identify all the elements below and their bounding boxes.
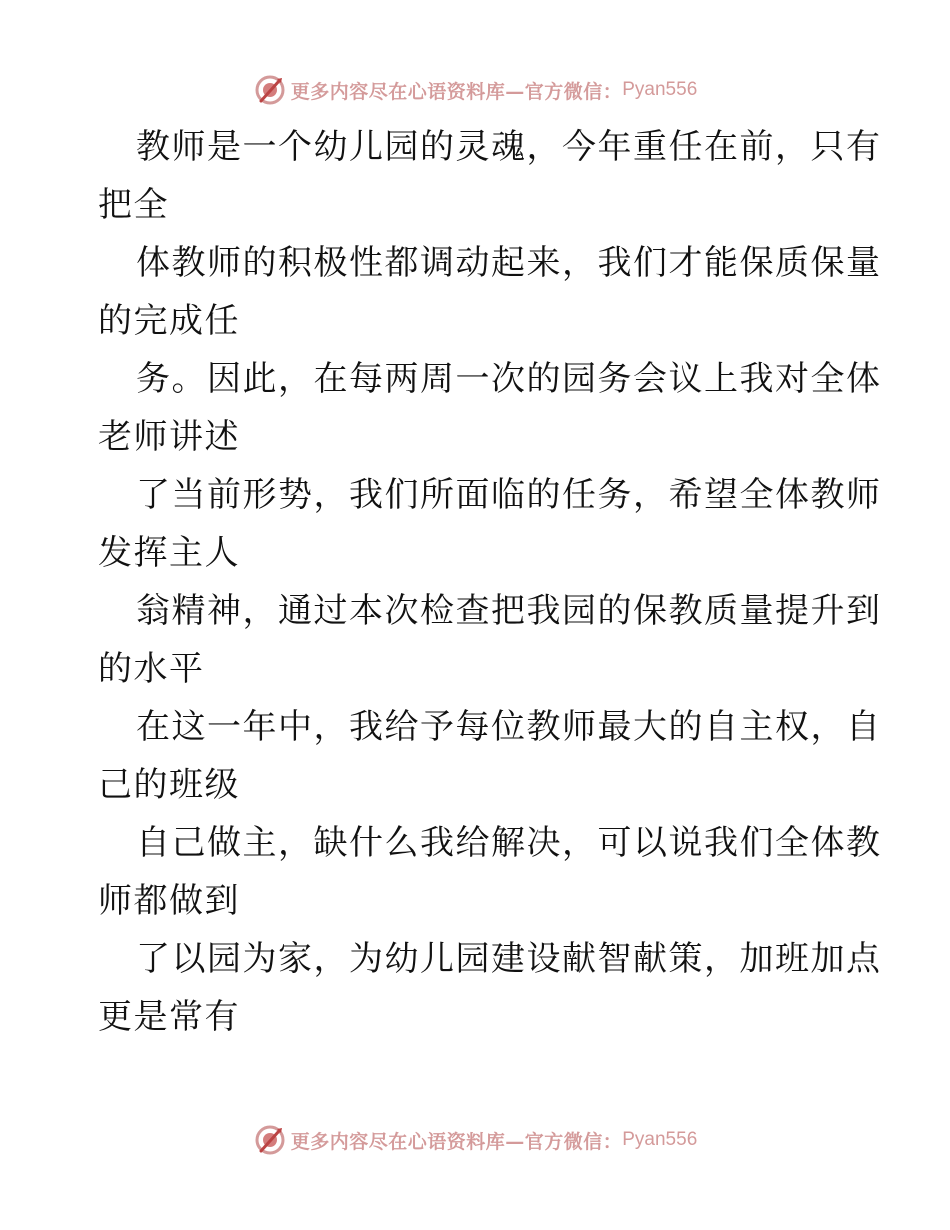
footer-banner [0,1120,950,1160]
banner-wechat-id: Pyan556 [622,1129,698,1150]
pen-logo-icon [253,73,287,107]
paragraph-line: 了以园为家，为幼儿园建设献智献策，加班加点 [136,939,882,979]
paragraph-line: 了当前形势，我们所面临的任务，希望全体教师 [136,475,882,515]
paragraph-line: 在这一年中，我给予每位教师最大的自主权，自 [136,707,882,747]
paragraph-line: 发挥主人 [98,533,240,573]
banner-text: 更多内容尽在心语资料库—官方微信： [290,80,623,103]
paragraph-line: 翁精神，通过本次检查把我园的保教质量提升到 [136,591,882,631]
paragraph-line: 自己做主，缺什么我给解决，可以说我们全体教 [136,823,882,863]
paragraph [98,466,882,582]
banner-wechat-id: Pyan556 [622,79,698,100]
pen-logo-icon [253,1123,287,1157]
paragraph-line: 己的班级 [98,765,240,805]
paragraph [98,814,882,930]
paragraph-line: 务。因此，在每两周一次的园务会议上我对全体 [136,359,882,399]
paragraph [98,930,882,1046]
paragraph-line: 的水平 [98,649,205,689]
banner-text: 更多内容尽在心语资料库—官方微信： [290,1130,623,1153]
paragraph-line: 体教师的积极性都调动起来，我们才能保质保量 [136,243,882,283]
paragraph-line: 师都做到 [98,881,240,921]
paragraph [98,234,882,350]
paragraph-line: 老师讲述 [98,417,240,457]
paragraph [98,350,882,466]
header-banner [0,70,950,110]
paragraph-line: 更是常有 [98,997,240,1037]
paragraph-line: 的完成任 [98,301,240,341]
paragraph [98,118,882,234]
paragraph [98,698,882,814]
paragraph-line: 教师是一个幼儿园的灵魂，今年重任在前，只有 [136,127,882,167]
paragraph [98,582,882,698]
document-body [98,118,882,1046]
paragraph-line: 把全 [98,185,169,225]
